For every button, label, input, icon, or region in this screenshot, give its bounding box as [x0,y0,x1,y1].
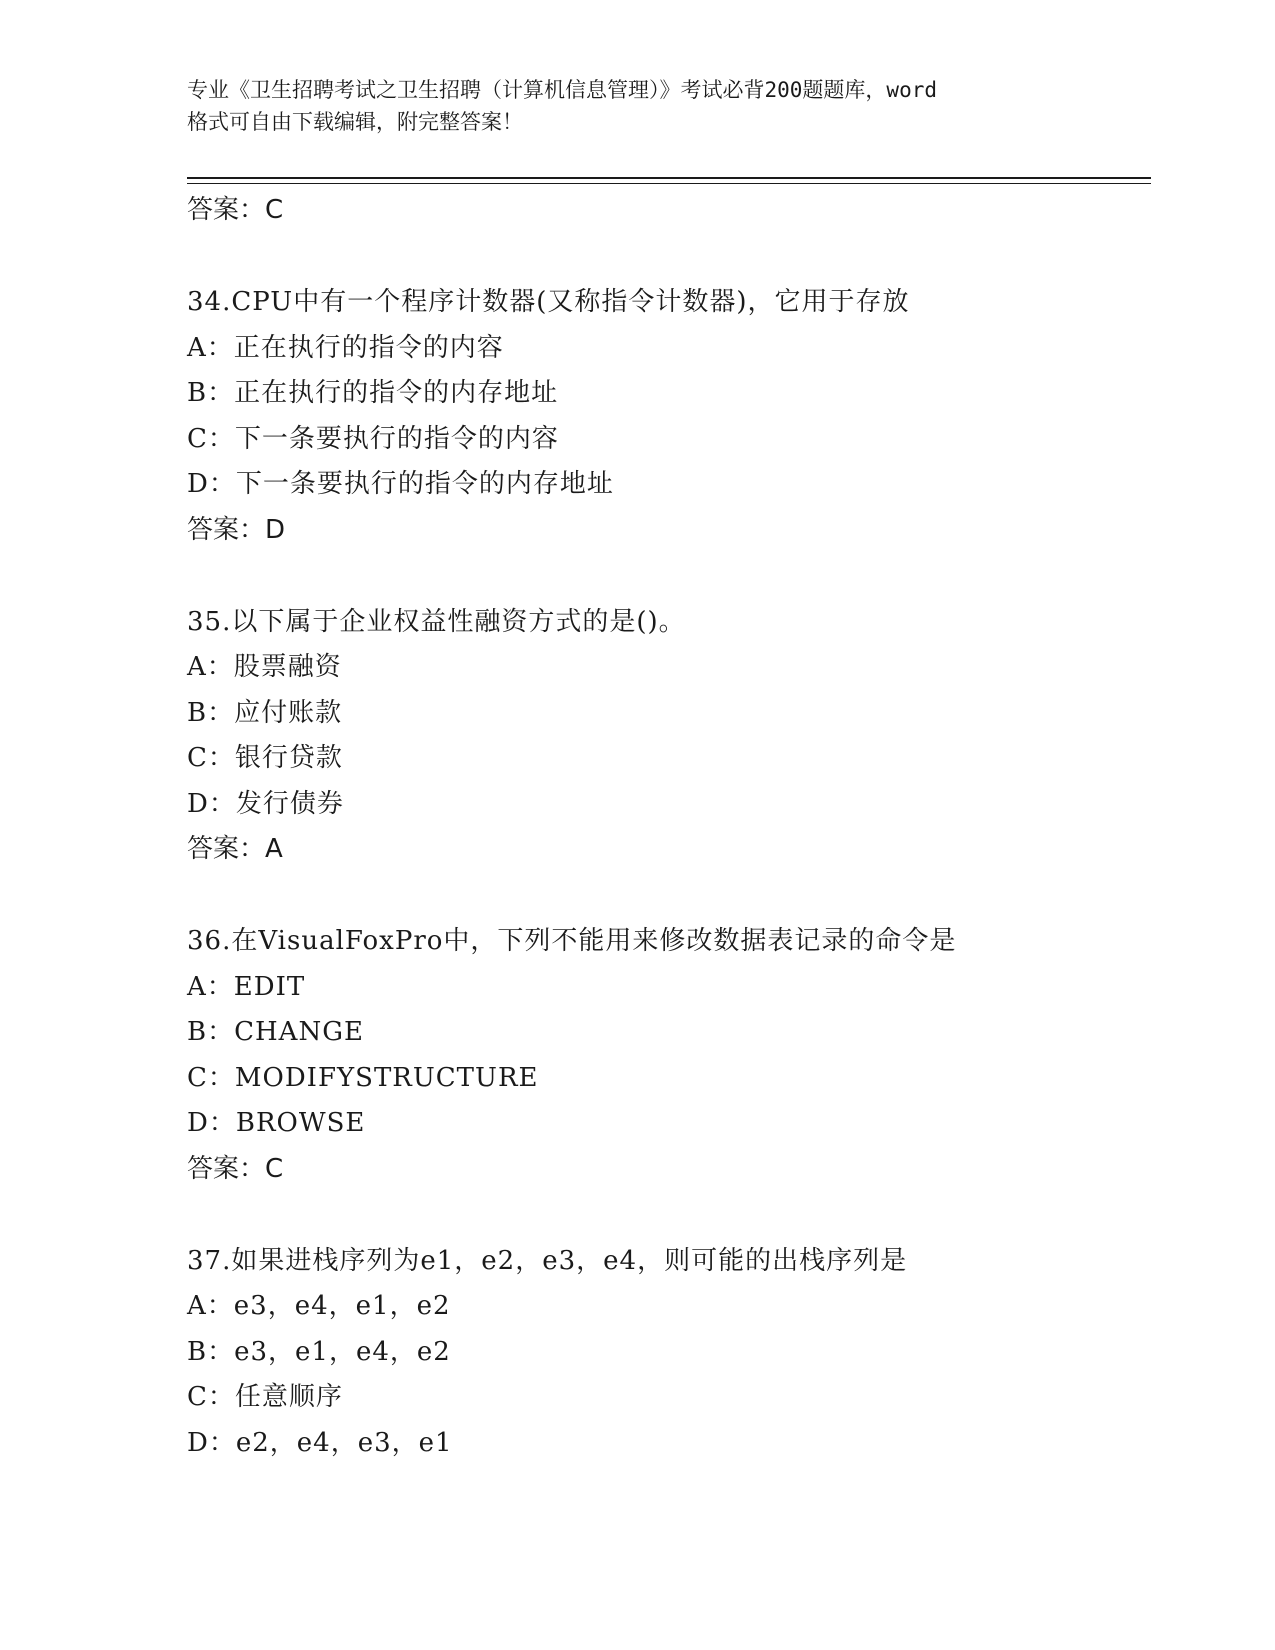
answer-line: 答案：C [187,195,284,225]
option-a: A：e3，e4，e1，e2 [187,1291,451,1321]
answer-line: 答案：C [187,1153,284,1184]
option-c: C：下一条要执行的指令的内容 [187,423,559,454]
question-block [187,600,1151,873]
option-d: D：发行债券 [187,788,344,819]
header-rule-thin [187,183,1151,184]
option-b: B：e3，e1，e4，e2 [187,1336,451,1367]
header-line-1: 专业《卫生招聘考试之卫生招聘（计算机信息管理）》考试必背200题题库，word [187,78,937,102]
question-block [187,1239,1151,1467]
option-a: A：正在执行的指令的内容 [187,332,504,363]
question-stem: 34.CPU中有一个程序计数器(又称指令计数器)，它用于存放 [187,287,910,317]
option-d: D：下一条要执行的指令的内存地址 [187,469,614,499]
question-stem: 35.以下属于企业权益性融资方式的是()。 [187,606,686,637]
question-block [187,919,1151,1192]
document-header [187,74,1097,138]
question-stem: 36.在VisualFoxPro中，下列不能用来修改数据表记录的命令是 [187,926,957,956]
option-b: B：应付账款 [187,697,343,728]
option-c: C：MODIFYSTRUCTURE [187,1062,539,1093]
answer-line: 答案：D [187,514,286,545]
header-line-2: 格式可自由下载编辑，附完整答案！ [187,110,523,134]
option-c: C：任意顺序 [187,1382,343,1412]
question-list [187,188,1151,1466]
header-rule-thick [187,177,1151,179]
answer-line: 答案：A [187,834,283,864]
spacer [187,872,1151,919]
option-b: B：CHANGE [187,1017,364,1047]
option-c: C：银行贷款 [187,743,343,773]
option-d: D：e2，e4，e3，e1 [187,1427,453,1458]
option-a: A：EDIT [187,971,306,1002]
question-block [187,280,1151,553]
option-a: A：股票融资 [187,652,342,682]
spacer [187,553,1151,600]
option-d: D：BROWSE [187,1108,366,1138]
option-b: B：正在执行的指令的内存地址 [187,378,559,408]
spacer [187,1192,1151,1239]
question-stem: 37.如果进栈序列为e1，e2，e3，e4，则可能的出栈序列是 [187,1245,908,1276]
spacer [187,233,1151,280]
